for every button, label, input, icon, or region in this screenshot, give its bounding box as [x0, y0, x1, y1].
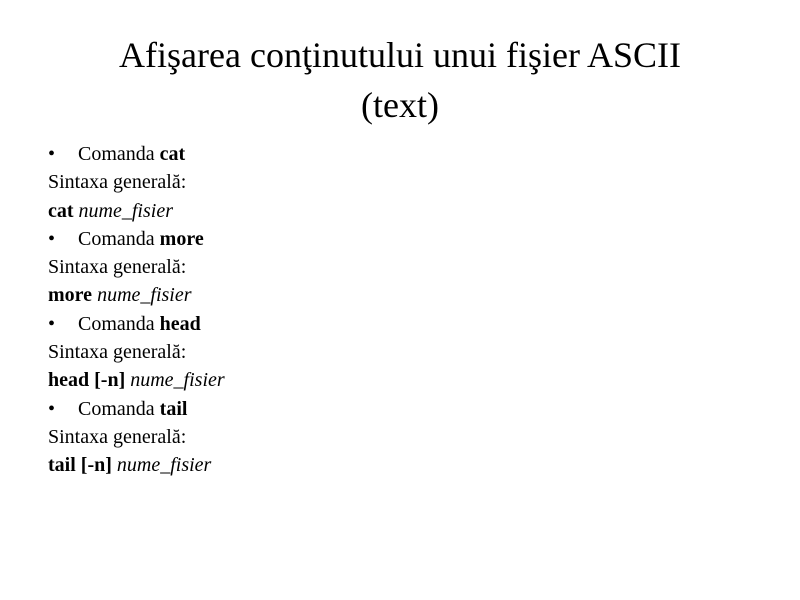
command-heading-prefix: Comanda	[78, 143, 160, 165]
command-name: more	[159, 227, 204, 250]
slide-body	[48, 140, 748, 480]
command-name: tail	[159, 397, 188, 420]
bullet-item-more	[48, 225, 748, 253]
syntax-line-head	[48, 366, 748, 394]
syntax-option: [-n]	[75, 454, 112, 477]
syntax-label: Sintaxa generală:	[48, 425, 187, 448]
bullet-item-tail	[48, 395, 748, 423]
bullet-icon: •	[48, 227, 56, 250]
command-heading-prefix: Comanda	[78, 397, 160, 420]
bullet-item-cat	[48, 140, 748, 168]
bullet-icon: •	[48, 312, 56, 335]
bullet-icon: •	[48, 397, 56, 420]
syntax-command: cat	[48, 199, 74, 222]
bullet-item-head	[48, 310, 748, 338]
syntax-argument: nume_fisier	[78, 199, 173, 222]
bullet-icon: •	[48, 143, 56, 165]
syntax-argument: nume_fisier	[116, 454, 212, 477]
syntax-line-tail	[48, 451, 748, 479]
syntax-label: Sintaxa generală:	[48, 171, 187, 194]
syntax-command: tail	[48, 454, 76, 477]
syntax-label: Sintaxa generală:	[48, 256, 187, 279]
command-heading-prefix: Comanda	[78, 227, 160, 250]
command-heading-prefix: Comanda	[78, 312, 160, 335]
syntax-argument: nume_fisier	[130, 369, 225, 392]
syntax-label: Sintaxa generală:	[48, 341, 187, 364]
command-name: cat	[159, 143, 186, 165]
syntax-line-more	[48, 281, 748, 309]
syntax-command: head	[48, 369, 90, 392]
syntax-option: [-n]	[89, 369, 126, 392]
slide-title-line-1: Afişarea conţinutului unui fişier ASCII	[119, 35, 681, 75]
slide-title	[40, 30, 760, 130]
command-name: head	[159, 312, 201, 335]
syntax-command: more	[48, 284, 93, 307]
slide-title-line-2: (text)	[361, 85, 439, 125]
syntax-line-cat	[48, 197, 748, 225]
syntax-argument: nume_fisier	[97, 284, 192, 307]
